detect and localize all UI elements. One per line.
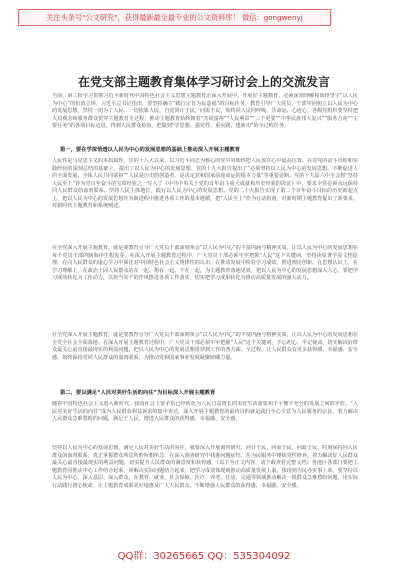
section-2-paragraph-2: 坚持以人民为中心的发展思想，满足人民对美好生活的向往，就要深入开展调查研究，问计于民，问需于民，问政于民，时刻保持同人民群众的血肉联系，真正掌握群众所思所盼所想所急，在深入调查研究中找准问题症结，在为民服务中锤炼党性修养，着力解决好人民群众最关心最直接最现实的利益问题，切实提升人民群众的满意度和获得感。（以下为正文内容，请下载查看完整文档）各地区各部门要把主题教育同推动中心工作结合起来，同解决实际问题结合起来，把学习成效体现到推动高质量发展上来，体现到为民办实事上来。要坚持以人民为中心，深入基层、深入群众，在教育、就业、社会保障、医疗、养老、住房、交通等领域推动解决一批群众急难愁盼问题，用实际行动践行初心使命，让主题教育成果更好地惠及广大人民群众，不断增强人民群众的获得感、幸福感、安全感。 (52, 445, 358, 489)
document-title: 在党支部主题教育集体学习研讨会上的交流发言 (77, 75, 330, 89)
promo-banner: 关注头条号"公文研究"，获得最新最全最专业的公文资料库！ 微信：gongwenyj (18, 9, 331, 26)
section-1-heading: 第一，要在学深悟透以人民为中心的发展思想的基础上推动深入开展主题教育 (60, 147, 241, 153)
section-1-paragraph-1: 人民性是马克思主义的本质属性，党的十八大以来，以习近平同志为核心的党中央始终把人民放在心中最高位置。在对党的奋斗历程和实践经验的深刻总结的基础上，提出了以人民为中心的发展思想。党的十九大报告提出了“必须坚持以人民为中心的发展思想，不断促进人的全面发展，全体人民共同富裕”“人民是历史的创造者，是决定党和国家前途命运的根本力量”等重要论断。党的十九届六中全会将“坚持人民至上”作为党百年奋斗的宝贵经验之一写入了《中共中央关于党的百年奋斗重大成就和历史经验的决议》中，要求全党必须永远保持同人民群众的血肉联系，坚持人民主体地位，践行以人民为中心的发展思想。党的二十大报告实现了第二个百年奋斗目标的历史新起点上，把以人民为中心的发展思想作为新进程中推进各项工作的基本遵循，把“人民至上”作为行动指南，对新时期主题教育提出了新要求。对新时代主题教育和系统阐述。 (52, 158, 358, 210)
contact-footer: QQ群：30265665 QQ：535304092 (117, 551, 291, 562)
section-1-paragraph-2: 在全党深入开展主题教育，就是要教育引导广大党员干部深刻领会“以人民为中心”的丰富内涵与精神实质，让以人民为中心的发展思想在每个党员干部的脑海中生根发芽。在深入开展主题教育过程中，广大党员干部必须牢牢把握“人民”这个关键词，坚持读原著学原文悟原理，在向人民群众的虚心学习中深化对中国特色社会主义规律性的认识，在推动发展中检验学习成效，推进理论创新。在思想认识上，在学习理解上，在政治上同人民群众站在一起、想在一起、干在一起，为主题教育落地见效。把以人民为中心的发展思想深入人心，要把学习成效转化为工作动力，以担当实干的作风推进各项工作落实，切实把学习成果转化为推动高质量发展的强大动力。 (52, 245, 358, 282)
intro-paragraph: 当前，第二批学习贯彻习近平新时代中国特色社会主义思想主题教育正深入开展中。开展好主题教育，必须深刻理解和始终坚守“以人民为中心”的价值立场。习近平总书记指出，要坚持确立“践行宗旨为民造福”的目标任务，教育引导广大党员、干部牢固树立以人民为中心的发展思想，坚持一切为了人民、一切依靠人民，自觉同计于民，问需于民，始终同人民同呼吸、共命运、心连心。各级党组织要坚持把大局观念和服务群众贯穿主题教育全过程，推动主题教育始终朝着“共同富裕”“人民利益”“三个更要”“中华民族伟大复兴”“服务方向”“主要任务”的各项目标迈进，得到人民群众检验。把做到“学思想、强党性、重实践、建新功”的全过程任务。 (52, 93, 358, 130)
section-2-heading: 第二，要以满足“人民对美好生活的向往”为目标深入开展主题教育 (60, 390, 216, 396)
section-1-paragraph-3: 在全党深入开展主题教育，就是要教育引导广大党员干部深刻领会“以人民为中心”的丰富内涵与精神实质，让以人民为中心的发展思想在全党全社会全面落地。在深入开展主题教育过程中，广大党员干部必须牢牢把握“人民”这个关键词，不忘初心、牢记使命，切实解决好群众最关心最直接最现实的利益问题，把以人民为中心的发展思想贯穿到工作的各方面、全过程，让人民群众有更多获得感、幸福感、安全感，始终保持党同人民群众的血肉联系，为推动党和国家事业发展凝聚磅礴力量。 (52, 332, 358, 361)
section-2-paragraph-1: 随着中国特色社会主义进入新时代，我国社会主要矛盾已经转化为人民日益增长的美好生活需要和不平衡不充分的发展之间的矛盾。“人民对美好生活的向往”成为人民群众利益诉求的集中表达，深入开展主题教育的最终目的就是践行全心全意为人民服务的宗旨，着力解决人民群众急难愁盼的问题，满足于人民，增进人民群众的获得感、幸福感、安全感。 (52, 401, 358, 423)
